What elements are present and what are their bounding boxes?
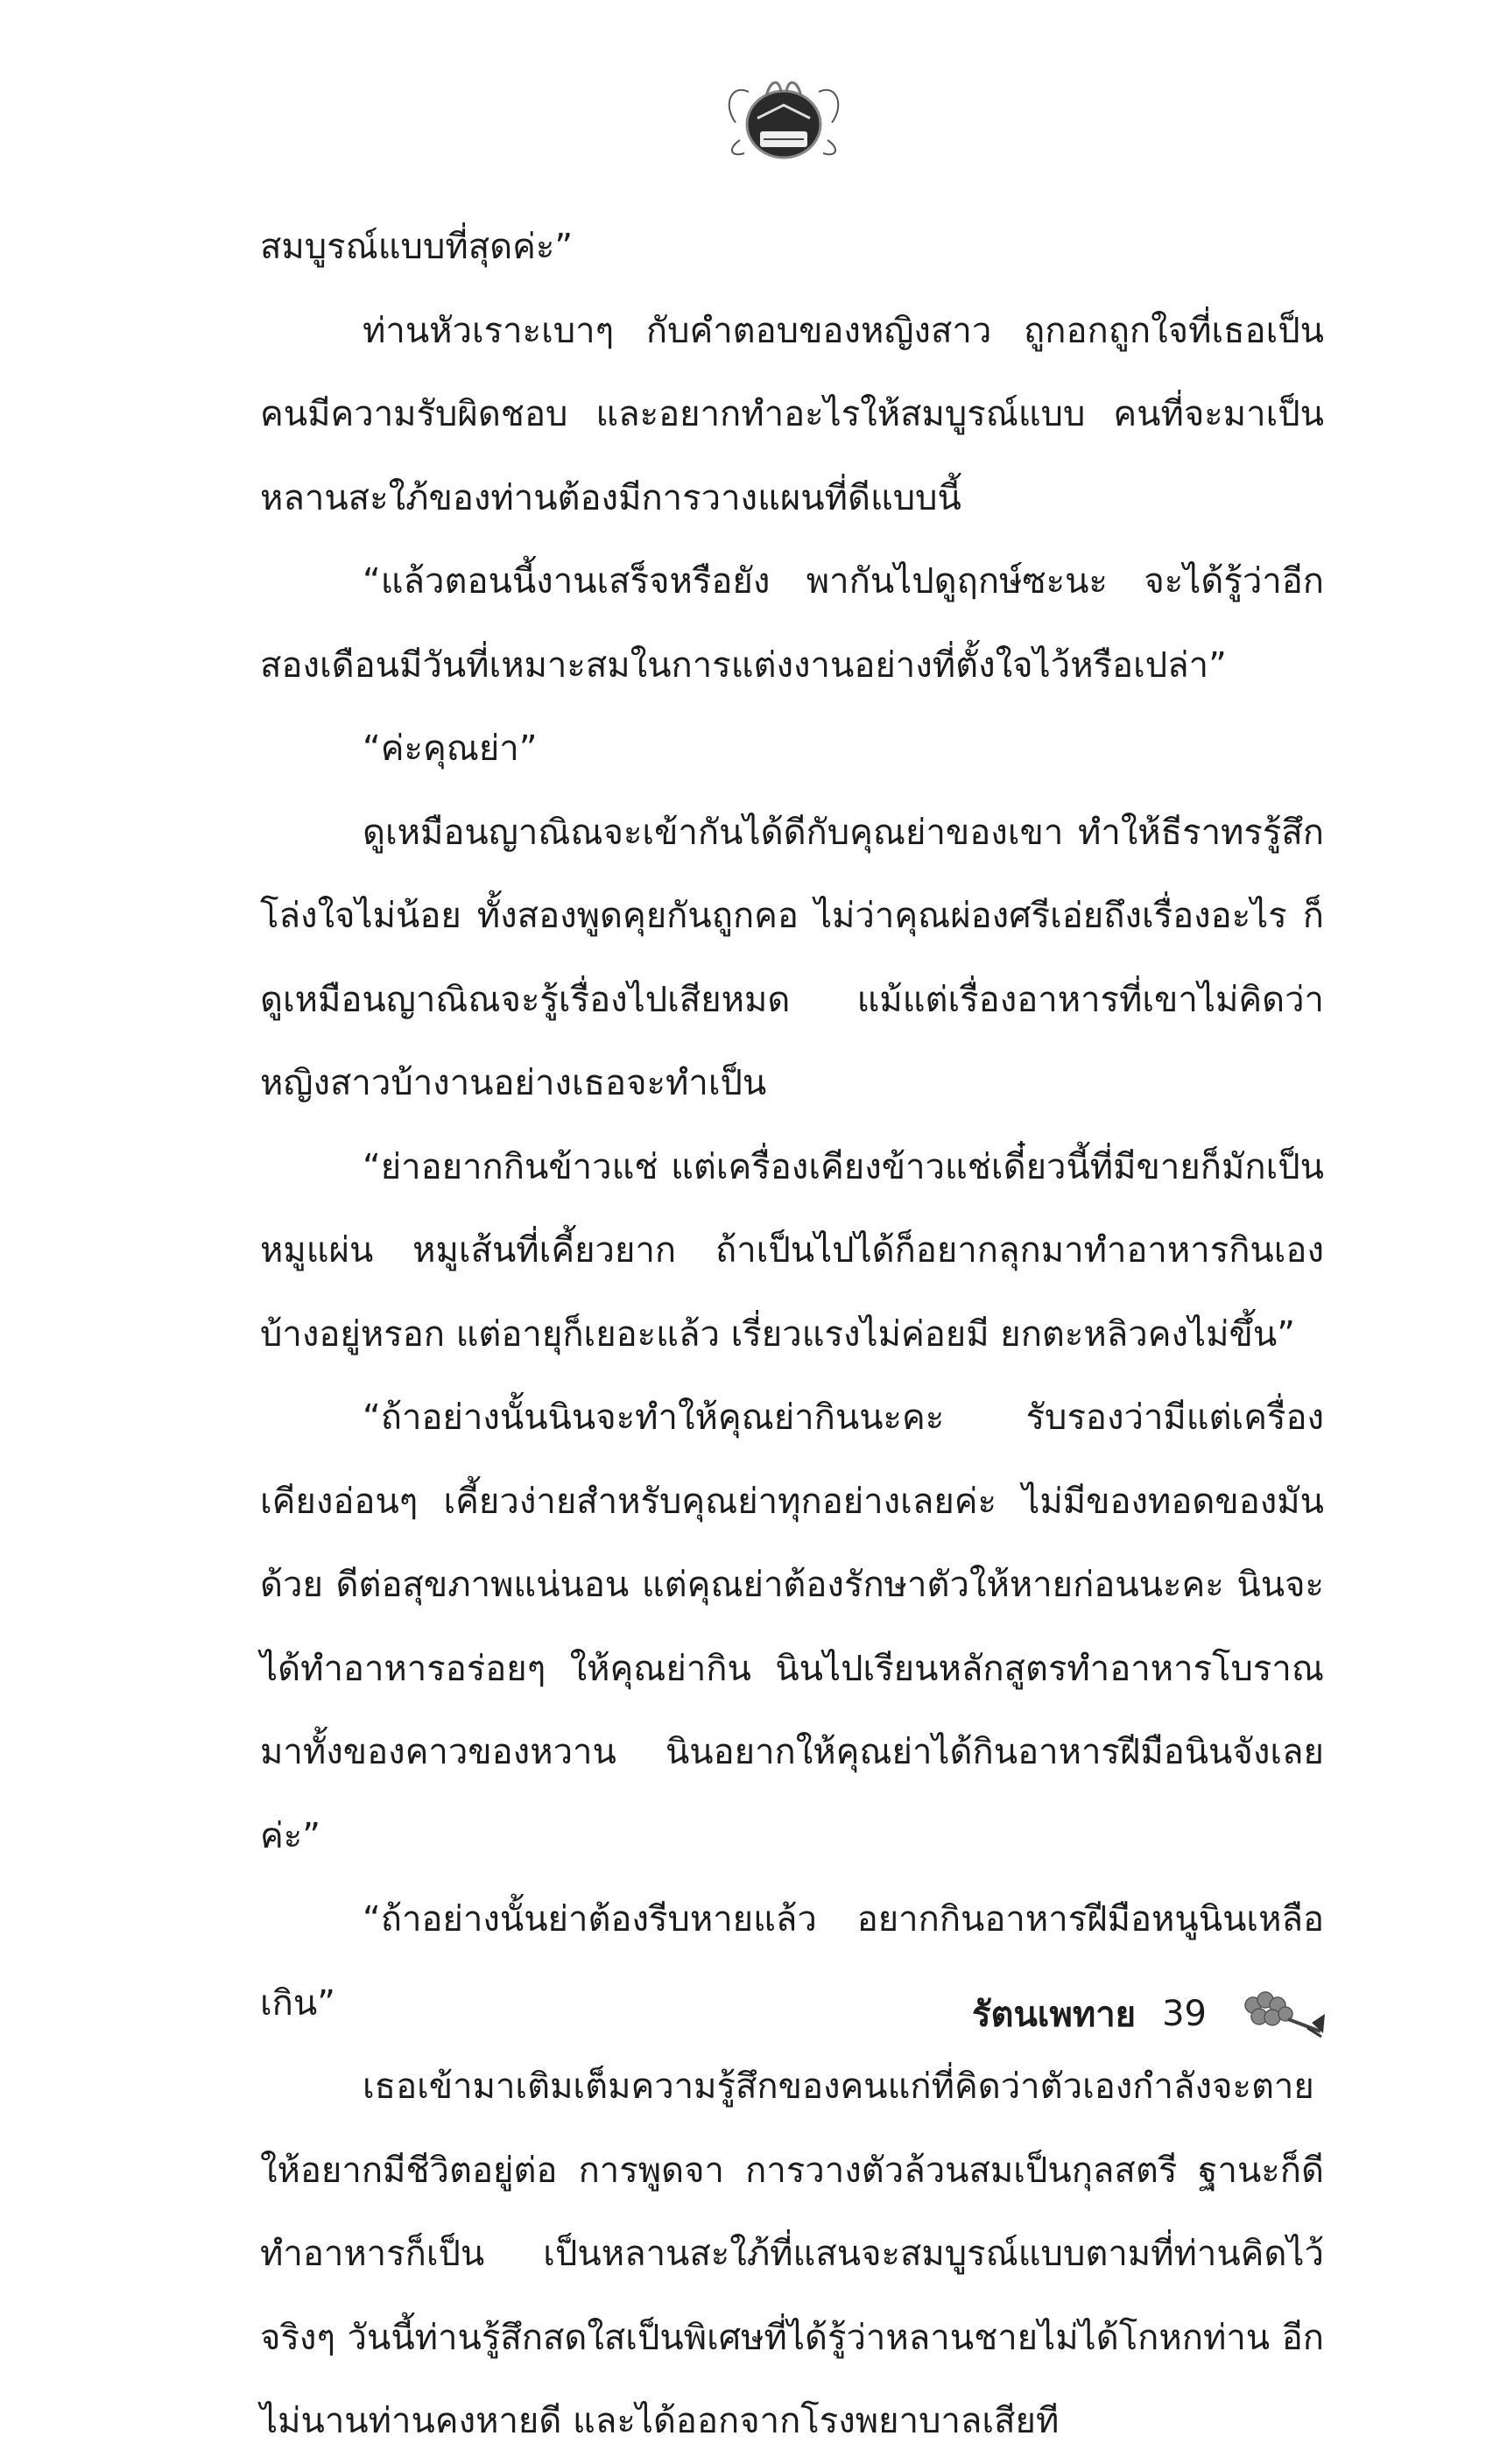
paragraph: “ค่ะคุณย่า”: [363, 729, 538, 769]
paragraph: “แล้วตอนนี้งานเสร็จหรือยัง พากันไปดูฤกษ์ซะนะ จะได้รู้ว่าอีกสองเดือนมีวันที่เหมาะสมในการแต่งงานอย่างที่ตั้งใจไว้หรือเปล่า”: [260, 561, 1324, 686]
paragraph: “ย่าอยากกินข้าวแช่ แต่เครื่องเคียงข้าวแช่เดี๋ยวนี้ที่มีขายก็มักเป็นหมูแผ่น หมูเส้นที่เคี้ยวยาก ถ้าเป็นไปได้ก็อยากลุกมาทำอาหารกินเองบ้างอยู่หรอก แต่อายุก็เยอะแล้ว เรี่ยวแรงไม่ค่อยมี ยกตะหลิวคงไม่ขึ้น”: [260, 1146, 1324, 1355]
paragraph: เธอเข้ามาเติมเต็มความรู้สึกของคนแก่ที่คิดว่าตัวเองกำลังจะตายให้อยากมีชีวิตอยู่ต่อ การพูดจา การวางตัวล้วนสมเป็นกุลสตรี ฐานะก็ดี ทำอาหารก็เป็น เป็นหลานสะใภ้ที่แสนจะสมบูรณ์แบบตามที่ท่านคิดไว้จริงๆ วันนี้ท่านรู้สึกสดใสเป็นพิเศษที่ได้รู้ว่าหลานชายไม่ได้โกหกท่าน อีกไม่นานท่านคงหายดี และได้ออกจากโรงพยาบาลเสียที: [260, 2066, 1324, 2441]
page-number: 39: [1162, 1994, 1208, 2034]
paragraph: ท่านหัวเราะเบาๆ กับคำตอบของหญิงสาว ถูกอกถูกใจที่เธอเป็นคนมีความรับผิดชอบ และอยากทำอะไรให้สมบูรณ์แบบ คนที่จะมาเป็นหลานสะใภ้ของท่านต้องมีการวางแผนที่ดีแบบนี้: [260, 310, 1324, 518]
book-title: รัตนเพทาย: [972, 1995, 1137, 2035]
flower-bouquet-icon: [1237, 1988, 1334, 2040]
paragraph: “ถ้าอย่างนั้นนินจะทำให้คุณย่ากินนะคะ รับรองว่ามีแต่เครื่องเคียงอ่อนๆ เคี้ยวง่ายสำหรับคุณย่าทุกอย่างเลยค่ะ ไม่มีของทอดของมันด้วย ดีต่อสุขภาพแน่นอน แต่คุณย่าต้องรักษาตัวให้หายก่อนนะคะ นินจะได้ทำอาหารอร่อยๆ ให้คุณย่ากิน นินไปเรียนหลักสูตรทำอาหารโบราณมาทั้งของคาวของหวาน นินอยากให้คุณย่าได้กินอาหารฝีมือนินจังเลยค่ะ”: [260, 1397, 1324, 1856]
body-text: [260, 206, 1324, 2464]
paragraph: สมบูรณ์แบบที่สุดค่ะ”: [260, 227, 574, 267]
publisher-logo-icon: [718, 70, 849, 166]
page-footer: [972, 1988, 1334, 2040]
paragraph: ดูเหมือนญาณิณจะเข้ากันได้ดีกับคุณย่าของเขา ทำให้ธีราทรรู้สึกโล่งใจไม่น้อย ทั้งสองพูดคุยกันถูกคอ ไม่ว่าคุณผ่องศรีเอ่ยถึงเรื่องอะไร ก็ดูเหมือนญาณิณจะรู้เรื่องไปเสียหมด แม้แต่เรื่องอาหารที่เขาไม่คิดว่าหญิงสาวบ้างานอย่างเธอจะทำเป็น: [260, 812, 1324, 1103]
paragraph: “ถ้าอย่างนั้นย่าต้องรีบหายแล้ว อยากกินอาหารฝีมือหนูนินเหลือเกิน”: [260, 1899, 1324, 2024]
